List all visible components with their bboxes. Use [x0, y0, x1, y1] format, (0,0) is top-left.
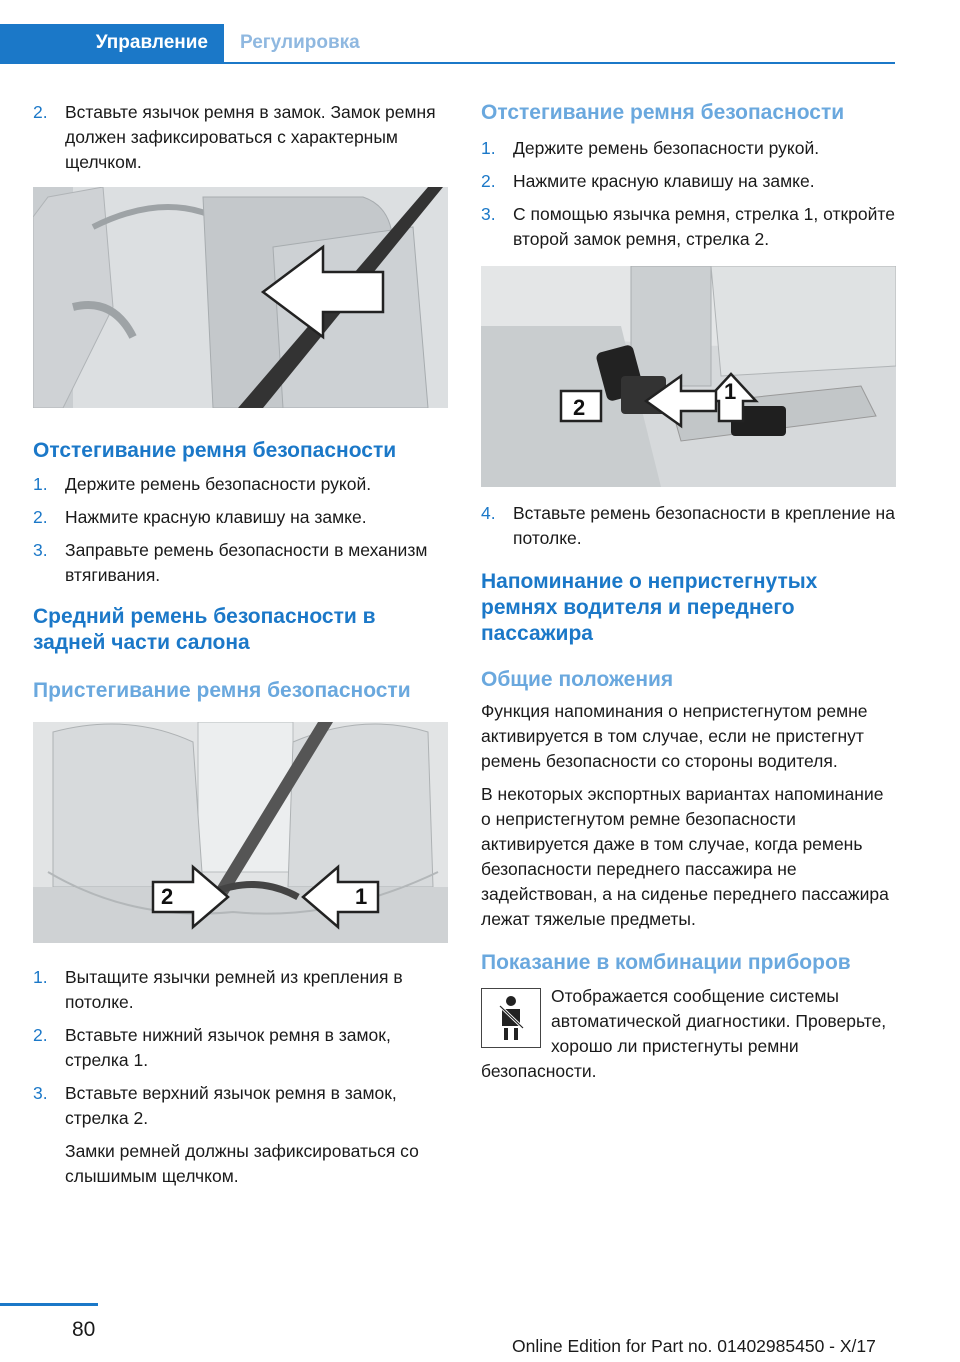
step-text: Нажмите красную клавишу на замке.	[65, 507, 367, 527]
step-number: 2.	[33, 1025, 48, 1045]
step-text: Вытащите язычки ремней из крепления в потолке.	[65, 967, 403, 1012]
display-paragraph	[481, 984, 896, 1084]
step-number: 1.	[481, 138, 496, 158]
list-item	[33, 538, 448, 588]
step-text: Вставьте нижний язычок ремня в замок, стрелка 1.	[65, 1025, 391, 1070]
header-divider	[0, 62, 895, 64]
arrow-label-2: 2	[573, 395, 586, 420]
step-text: Вставьте ремень безопасности в крепление на потолке.	[513, 503, 895, 548]
step-text: Заправьте ремень безопасности в механизм втягивания.	[65, 540, 428, 585]
right-column	[481, 100, 896, 1092]
step-note: Замки ремней должны зафиксироваться со слышимым щелчком.	[65, 1141, 419, 1186]
list-item	[33, 1081, 448, 1131]
subsection-heading: Показание в комбинации приборов	[481, 951, 851, 974]
step-number: 1.	[33, 474, 48, 494]
list-item	[33, 1023, 448, 1073]
tab-controls[interactable]: Управление	[0, 24, 224, 62]
list-item	[481, 202, 896, 252]
step-number: 4.	[481, 503, 496, 523]
arrow-label-1: 1	[355, 884, 368, 909]
list-item	[481, 501, 896, 551]
tab-adjustment[interactable]: Регулировка	[240, 32, 360, 53]
step-number: 3.	[33, 1083, 48, 1103]
section-heading: Средний ремень безопасности в задней части салона	[33, 605, 376, 654]
step-text: Вставьте язычок ремня в замок. Замок ремня должен зафиксироваться с характерным щелчком.	[65, 102, 436, 172]
step-number: 1.	[33, 967, 48, 987]
header-tabs	[0, 24, 895, 64]
list-item	[33, 472, 448, 497]
step-text: Нажмите красную клавишу на замке.	[513, 171, 815, 191]
subsection-heading: Общие положения	[481, 668, 674, 691]
rear-seat-illustration	[33, 722, 448, 943]
paragraph: Функция напоминания о непристегнутом ремне активируется в том случае, если не пристегнут ремень безопасности со стороны водителя.	[481, 701, 868, 771]
display-text: Отображается сообщение системы автоматической диагностики. Проверьте, хорошо ли пристегнуты ремни безопасности.	[481, 986, 887, 1081]
arrow-label-1: 1	[724, 379, 737, 404]
seatbelt-warning-icon	[481, 988, 541, 1048]
step-text: С помощью язычка ремня, стрелка 1, откройте второй замок ремня, стрелка 2.	[513, 204, 895, 249]
step-number: 3.	[481, 204, 496, 224]
buckle-release-illustration	[481, 266, 896, 487]
paragraph: В некоторых экспортных вариантах напоминание о непристегнутом ремне безопасности активируется даже в том случае, когда ремень безопасности переднего пассажира не задействован, а на сиденье переднего пассажира лежат тяжелые предметы.	[481, 784, 889, 929]
footer-divider	[0, 1303, 98, 1306]
subsection-heading: Пристегивание ремня безопасности	[33, 679, 411, 702]
step-number: 2.	[33, 102, 48, 122]
list-item	[33, 505, 448, 530]
step-text: Держите ремень безопасности рукой.	[65, 474, 372, 494]
step-text: Держите ремень безопасности рукой.	[513, 138, 820, 158]
step-number: 2.	[33, 507, 48, 527]
section-heading: Напоминание о непристегнутых ремнях водителя и переднего пассажира	[481, 570, 818, 645]
section-heading: Отстегивание ремня безопасности	[33, 439, 397, 462]
footer-edition: Online Edition for Part no. 01402985450 - X/17	[512, 1336, 876, 1356]
front-seat-illustration	[33, 187, 448, 408]
arrow-label-2: 2	[161, 884, 174, 909]
page-number: 80	[72, 1318, 96, 1341]
list-item	[481, 169, 896, 194]
step-number: 2.	[481, 171, 496, 191]
step-number: 3.	[33, 540, 48, 560]
list-item	[33, 100, 448, 175]
list-item	[481, 136, 896, 161]
step-text: Вставьте верхний язычок ремня в замок, стрелка 2.	[65, 1083, 397, 1128]
left-column	[33, 100, 448, 1197]
subsection-heading: Отстегивание ремня безопасности	[481, 101, 845, 124]
list-item	[33, 965, 448, 1015]
